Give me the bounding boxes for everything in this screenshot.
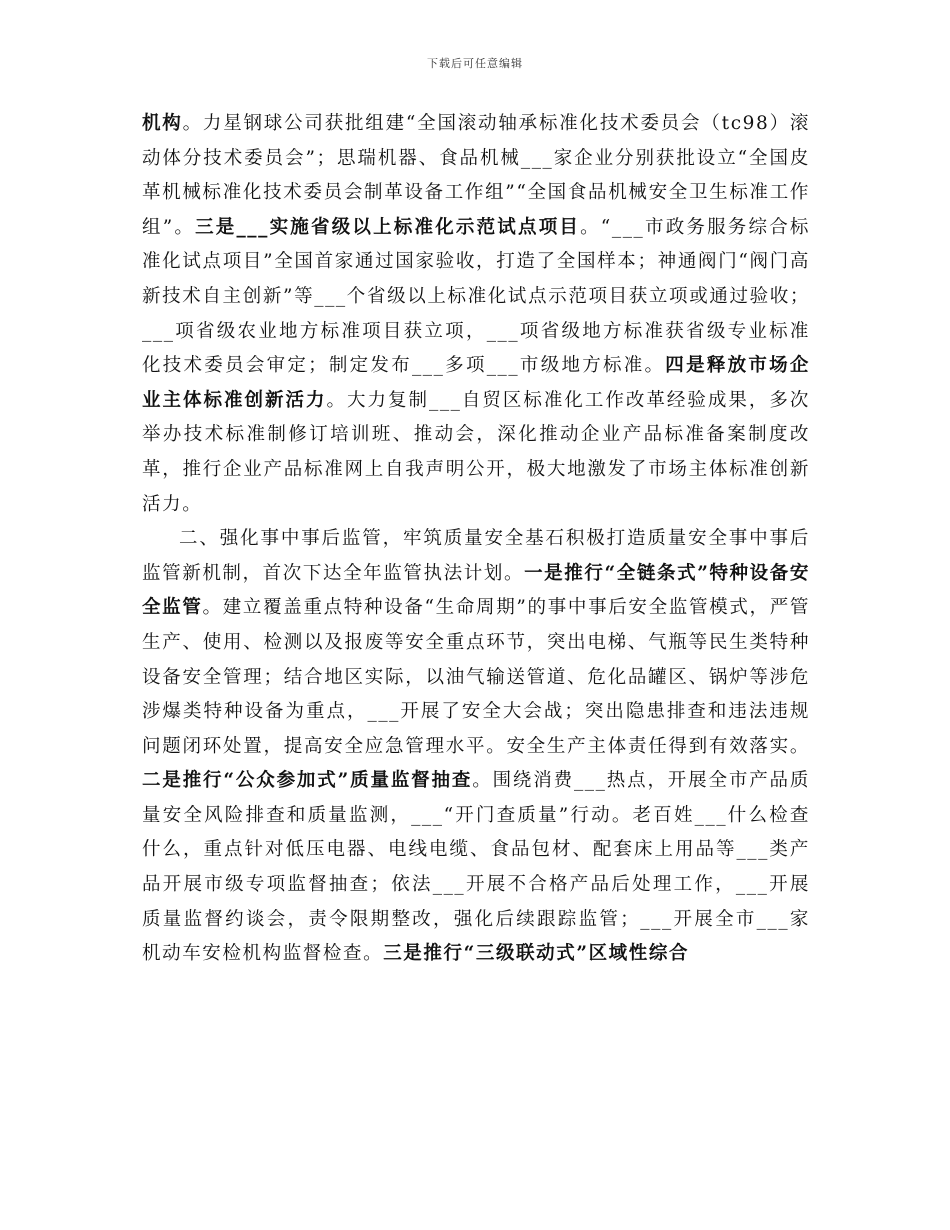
text-run-bold: 一是推行“全链条式”特种设备安全监管 [142,562,810,619]
text-run: 二、强化事中事后监管，牢筑质量安全基石积极打造质量安全事中事后监管新机制，首次下达全年监管执法计划。 [142,528,810,584]
text-run: 。围绕消费___热点，开展全市产品质量安全风险排查和质量监测，___“开门查质量”行动。老百姓___什么检查什么，重点针对低压电器、电线电缆、食品包材、配套床上用品等___类产品开展市级专项监督抽查；依法___开展不合格产品后处理工作，___开展质量监督约谈会，责令限期整改，强化后续跟踪监管；___开展全市___家机动车安检机构监督检查。 [142,770,810,965]
text-run-bold: 二是推行“公众参加式”质量监督抽查 [142,770,473,792]
text-run: 。力星钢球公司获批组建“全国滚动轴承标准化技术委员会（tc98）滚动体分技术委员会”；思瑞机器、食品机械___家企业分别获批设立“全国皮革机械标准化技术委员会制革设备工作组”“全国食品机械安全卫生标准工作组”。 [142,113,810,238]
text-run: 。建立覆盖重点特种设备“生命周期”的事中事后安全监管模式，严管生产、使用、检测以及报废等安全重点环节，突出电梯、气瓶等民生类特种设备安全管理；结合地区实际，以油气输送管道、危化品罐区、锅炉等涉危涉爆类特种设备为重点，___开展了安全大会战；突出隐患排查和违法违规问题闭环处置，提高安全应急管理水平。安全生产主体责任得到有效落实。 [142,597,810,757]
text-run-bold: 机构 [142,113,183,134]
paragraph-section-two [142,522,810,972]
paragraph-continued [142,107,810,522]
page-header: 下载后可任意编辑 [427,57,523,70]
text-run-bold: 三是推行“三级联动式”区域性综合 [383,943,690,965]
text-run-bold: 四是释放市场企业主体标准创新活力 [142,355,810,411]
text-run: 。“___市政务服务综合标准化试点项目”全国首家通过国家验收，打造了全国样本；神通阀门“阀门高新技术自主创新”等___个省级以上标准化试点示范项目获立项或通过验收；___项省级农业地方标准项目获立项，___项省级地方标准获省级专业标准化技术委员会审定；制定发布___多项___市级地方标准。 [142,216,810,377]
text-run: 。大力复制___自贸区标准化工作改革经验成果，多次举办技术标准制修订培训班、推动会，深化推动企业产品标准备案制度改革，推行企业产品标准网上自我声明公开，极大地激发了市场主体标准创新活力。 [142,389,810,515]
document-body [142,107,810,972]
text-run-bold: 三是___实施省级以上标准化示范试点项目 [195,216,581,238]
